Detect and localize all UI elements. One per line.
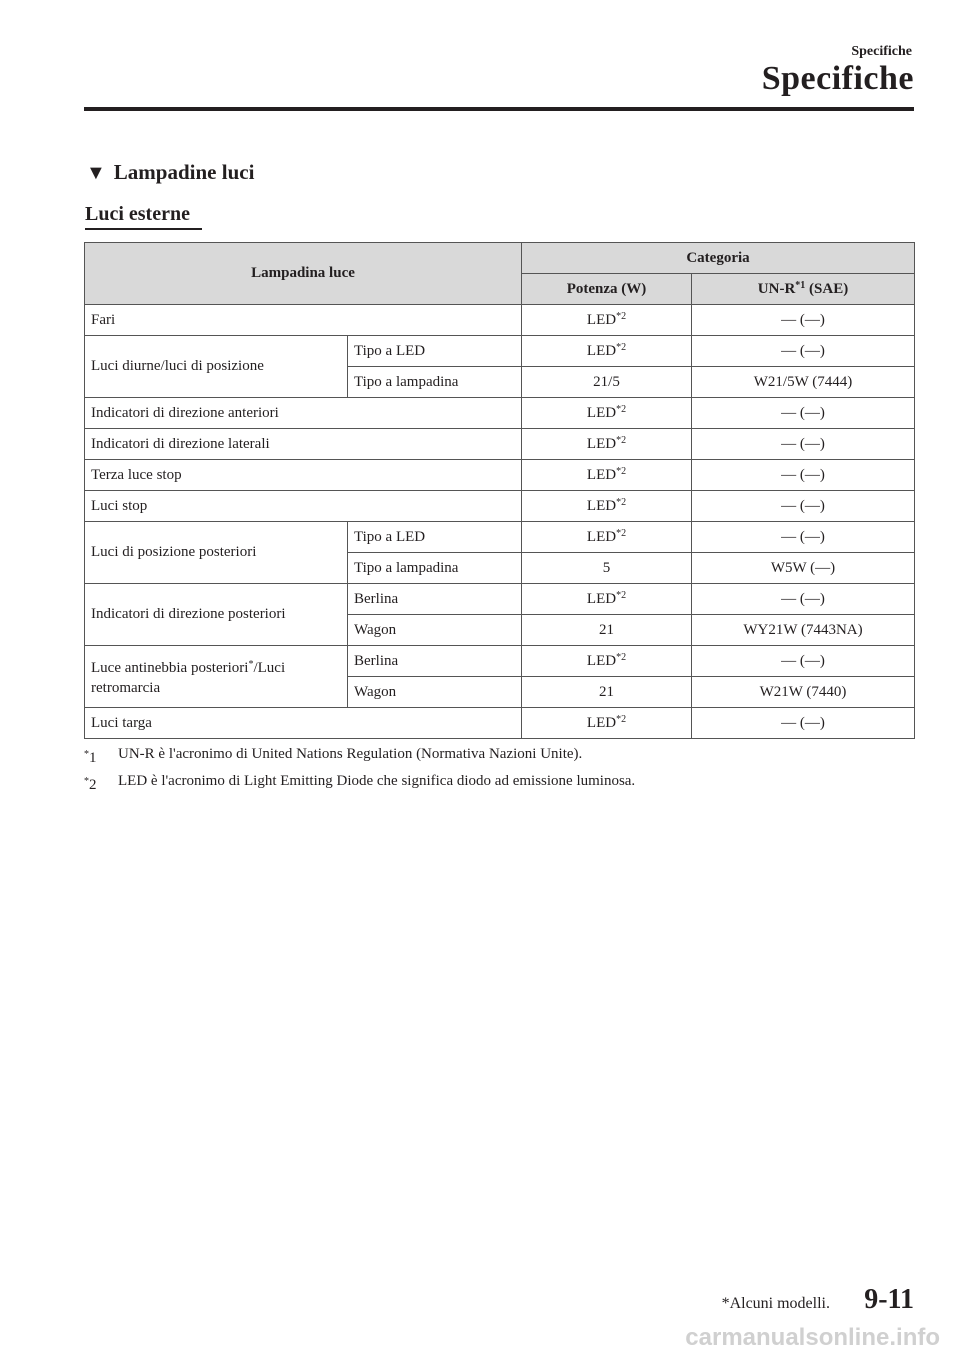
bulb-name: Luci di posizione posteriori	[85, 522, 348, 584]
footnote-ref: *2	[616, 714, 627, 725]
bulb-spec-table	[84, 242, 915, 739]
footnote-ref: *	[248, 659, 254, 670]
power-cell: 21	[522, 615, 692, 646]
bulb-name: Indicatori di direzione anteriori	[85, 398, 522, 429]
bulb-type: Berlina	[348, 584, 522, 615]
table-row	[85, 460, 915, 491]
bulb-type: Wagon	[348, 677, 522, 708]
power-cell: LED$^{*2}$	[522, 584, 692, 615]
footnote-ref: *2	[616, 590, 627, 601]
unr-cell: W5W (—)	[692, 553, 915, 584]
bulb-name: Luci stop	[85, 491, 522, 522]
bulb-type: Wagon	[348, 615, 522, 646]
watermark: carmanualsonline.info	[685, 1324, 940, 1351]
footnote-ref: *2	[616, 466, 627, 477]
unr-cell: WY21W (7443NA)	[692, 615, 915, 646]
unr-cell: — (—)	[692, 584, 915, 615]
bulb-type: Tipo a lampadina	[348, 367, 522, 398]
footnote-ref: *2	[616, 404, 627, 415]
footnote-text: LED è l'acronimo di Light Emitting Diode che significa diodo ad emissione luminosa.	[118, 773, 636, 789]
power-cell: LED$^{*2}$	[522, 522, 692, 553]
footnotes	[84, 743, 635, 797]
footnote: *2 LED è l'acronimo di Light Emitting Diode che significa diodo ad emissione luminosa.	[84, 770, 635, 797]
running-header-title: Specifiche	[761, 60, 914, 97]
table-row	[85, 646, 915, 677]
bulb-name: Indicatori di direzione laterali	[85, 429, 522, 460]
footnote-text: UN-R è l'acronimo di United Nations Regulation (Normativa Nazioni Unite).	[118, 746, 583, 762]
bulb-type: Tipo a LED	[348, 522, 522, 553]
power-cell: LED$^{*2}$	[522, 708, 692, 739]
unr-cell: — (—)	[692, 429, 915, 460]
section-heading	[86, 160, 254, 185]
footnote-ref: *1	[795, 280, 806, 291]
header-bulb: Lampadina luce	[85, 243, 522, 305]
table-row	[85, 336, 915, 367]
bulb-name: Terza luce stop	[85, 460, 522, 491]
unr-cell: — (—)	[692, 522, 915, 553]
power-cell: 5	[522, 553, 692, 584]
table-row	[85, 522, 915, 553]
unr-cell: — (—)	[692, 646, 915, 677]
footnote-ref: *2	[616, 342, 627, 353]
unr-cell: — (—)	[692, 305, 915, 336]
table-row	[85, 708, 915, 739]
running-header-small: Specifiche	[851, 44, 912, 59]
power-cell: 21	[522, 677, 692, 708]
unr-cell: — (—)	[692, 491, 915, 522]
bulb-type: Tipo a LED	[348, 336, 522, 367]
unr-cell: — (—)	[692, 398, 915, 429]
table-row	[85, 429, 915, 460]
power-cell: LED$^{*2}$	[522, 429, 692, 460]
unr-cell: W21/5W (7444)	[692, 367, 915, 398]
footnote-ref: *2	[616, 311, 627, 322]
header-unr: $UN-R^{*1}$ (SAE)	[692, 274, 915, 305]
footnote: *1 UN-R è l'acronimo di United Nations Regulation (Normativa Nazioni Unite).	[84, 743, 635, 770]
footnote-ref: *2	[616, 528, 627, 539]
table-row	[85, 398, 915, 429]
header-rule	[84, 107, 914, 111]
power-cell: LED$^{*2}$	[522, 305, 692, 336]
footnote-ref: *2	[616, 652, 627, 663]
power-cell: LED$^{*2}$	[522, 398, 692, 429]
subsection-underline	[85, 228, 202, 230]
power-cell: LED$^{*2}$	[522, 646, 692, 677]
subsection-title: Luci esterne	[85, 203, 190, 225]
table-header-row	[85, 243, 915, 274]
bulb-type: Tipo a lampadina	[348, 553, 522, 584]
section-title: Lampadine luci	[113, 160, 255, 184]
table-row	[85, 491, 915, 522]
header-power: Potenza (W)	[522, 274, 692, 305]
unr-cell: W21W (7440)	[692, 677, 915, 708]
unr-cell: — (—)	[692, 460, 915, 491]
triangle-down-icon: ▼	[86, 162, 106, 184]
unr-cell: — (—)	[692, 336, 915, 367]
bulb-name: Indicatori di direzione posteriori	[85, 584, 348, 646]
header-category: Categoria	[522, 243, 915, 274]
bulb-name: Luci diurne/luci di posizione	[85, 336, 348, 398]
footnote-ref: *2	[616, 497, 627, 508]
power-cell: LED$^{*2}$	[522, 336, 692, 367]
table-row	[85, 584, 915, 615]
footer-note: *Alcuni modelli.	[721, 1295, 830, 1312]
bulb-name: Luci targa	[85, 708, 522, 739]
power-cell: 21/5	[522, 367, 692, 398]
unr-cell: — (—)	[692, 708, 915, 739]
footnote-ref: *2	[616, 435, 627, 446]
bulb-name: Luce antinebbia posteriori*/Luci retromarcia	[85, 646, 348, 708]
power-cell: LED$^{*2}$	[522, 460, 692, 491]
bulb-name: Fari	[85, 305, 522, 336]
table-row	[85, 305, 915, 336]
page-number: 9-11	[864, 1284, 914, 1315]
bulb-type: Berlina	[348, 646, 522, 677]
power-cell: LED$^{*2}$	[522, 491, 692, 522]
